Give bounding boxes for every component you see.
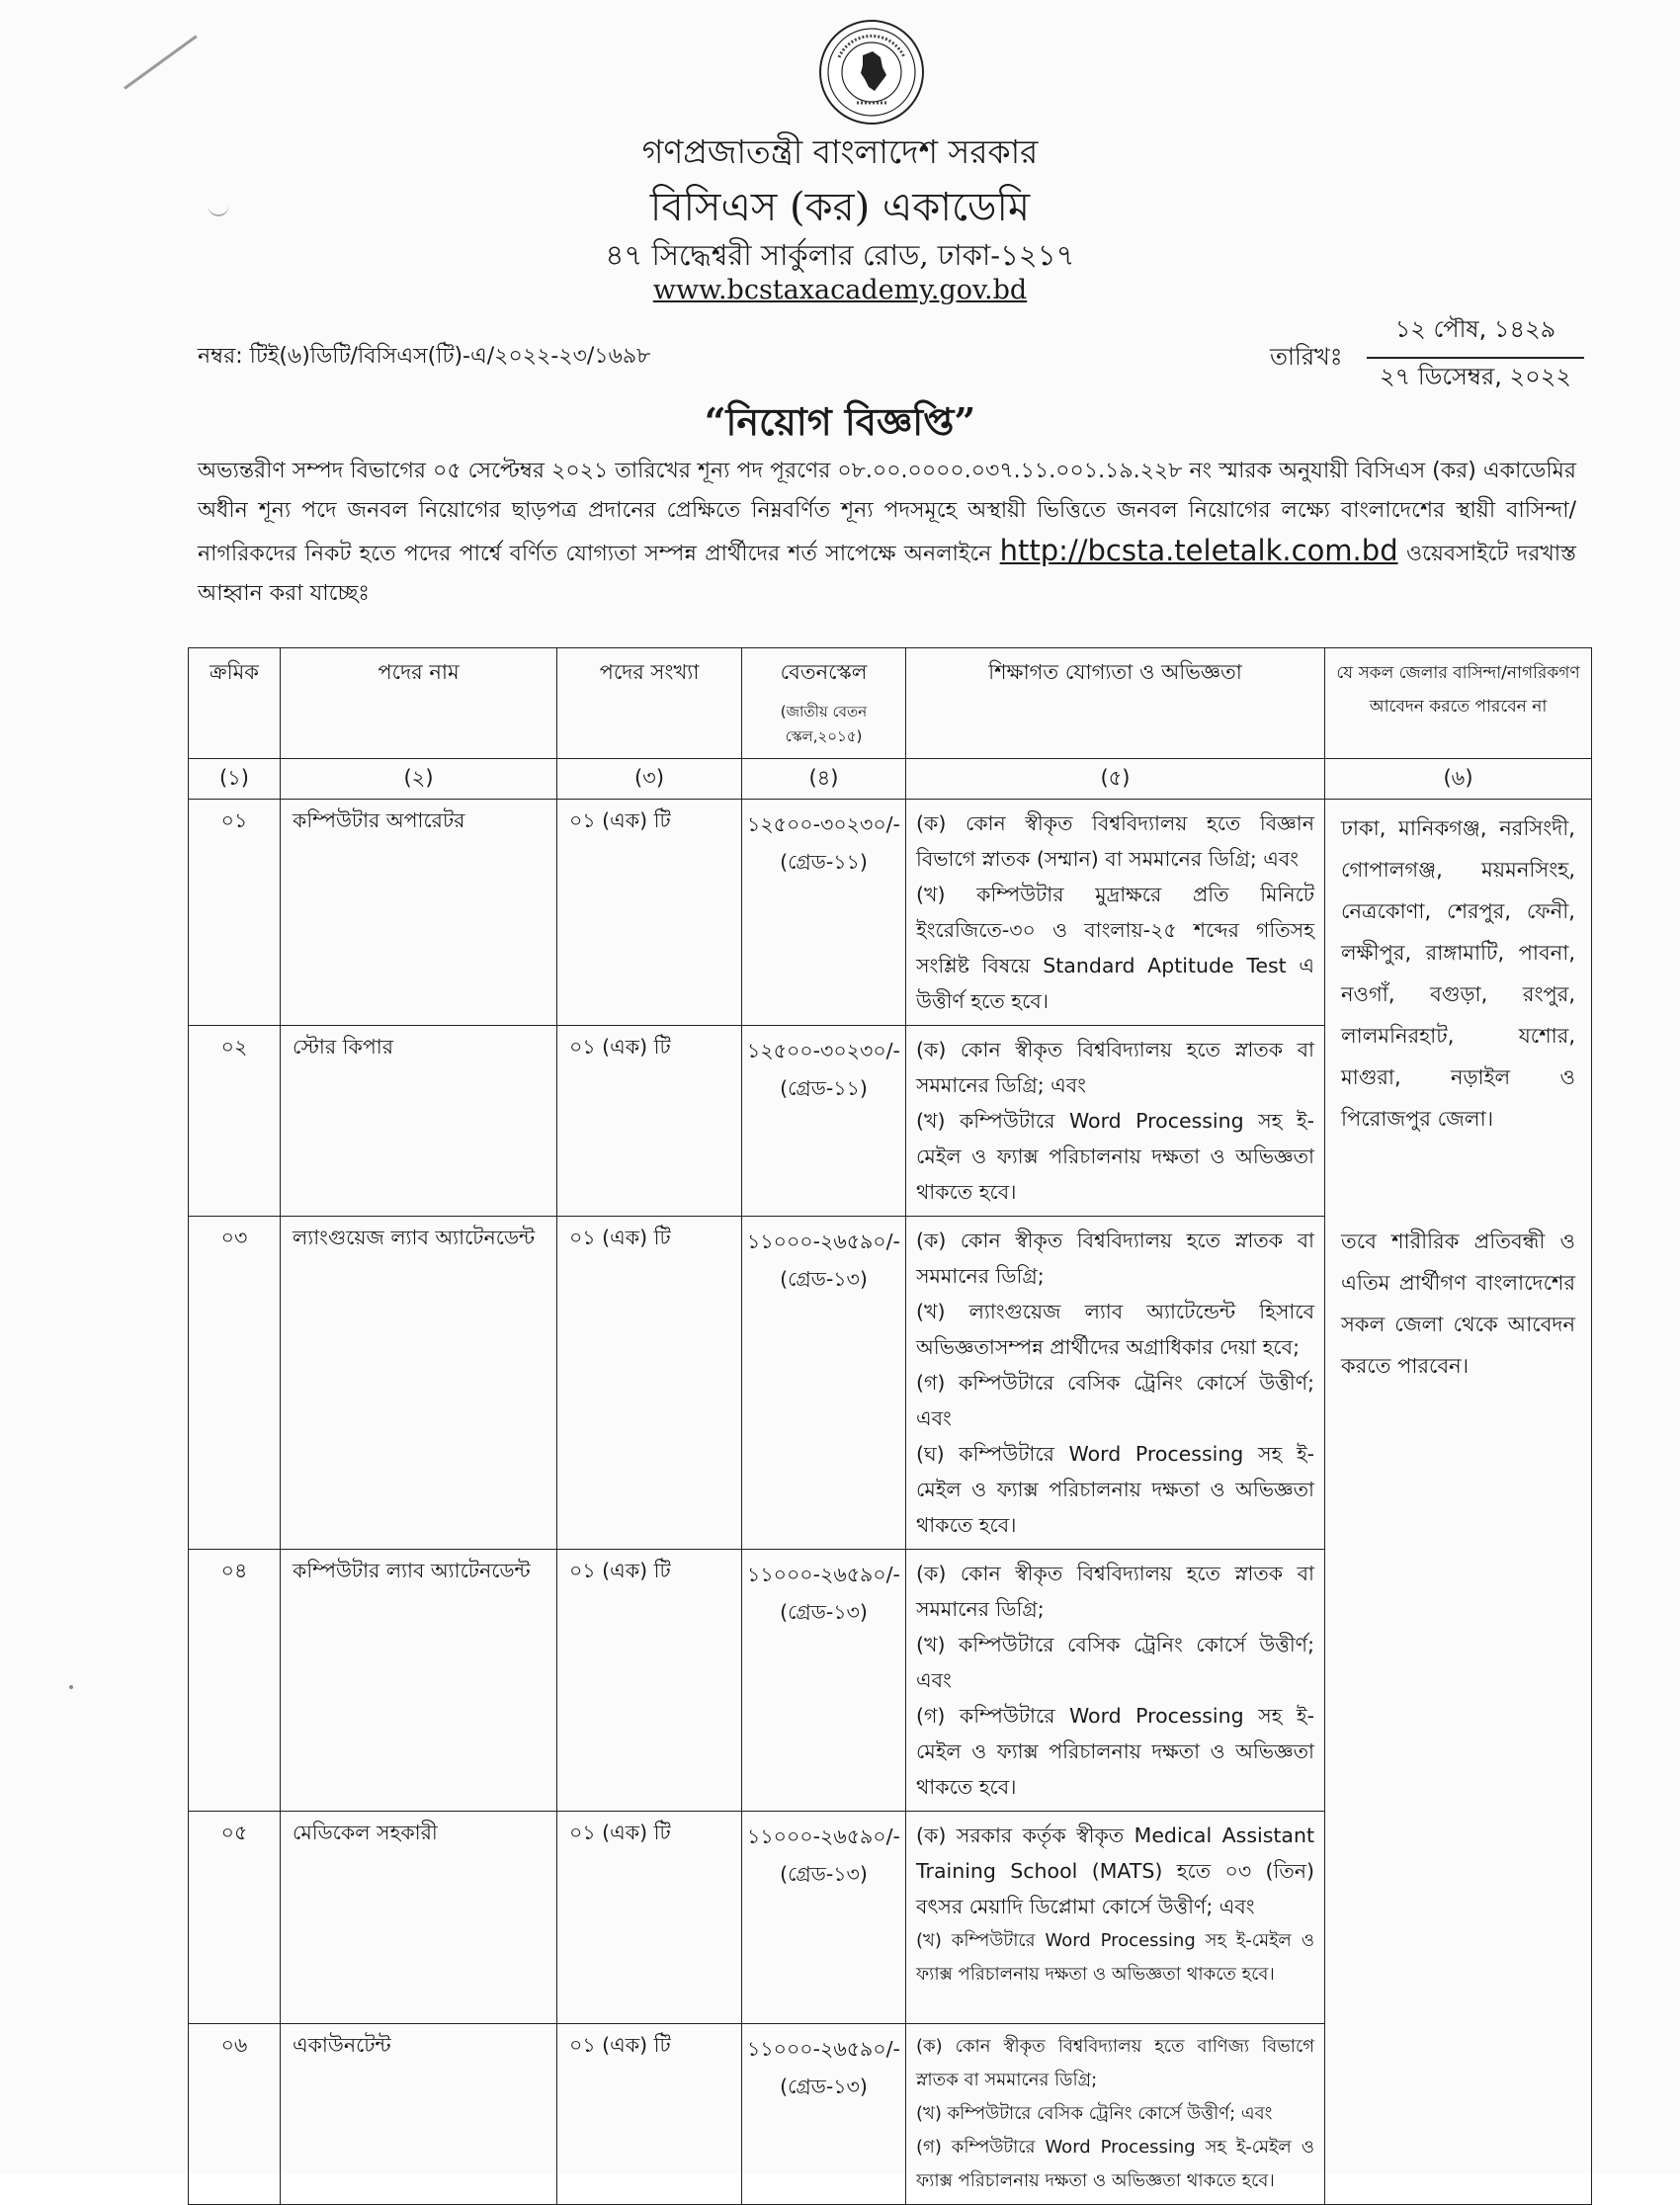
- qualification-item: (খ) কম্পিউটারে বেসিক ট্রেনিং কোর্সে উত্তীর্ণ; এবং: [916, 1633, 1314, 1692]
- post-serial: ০১: [189, 800, 281, 1026]
- qualification-item: (খ) কম্পিউটারে বেসিক ট্রেনিং কোর্সে উত্তীর্ণ; এবং: [916, 2103, 1273, 2124]
- header-pay-scale: [742, 648, 906, 759]
- post-pay-scale: [742, 800, 906, 1026]
- academy-website-link[interactable]: www.bcstaxacademy.gov.bd: [652, 275, 1028, 305]
- scan-mark: [124, 35, 198, 89]
- table-row: [189, 800, 1592, 1026]
- post-qualification: [906, 1217, 1325, 1550]
- notice-title: “নিয়োগ বিজ্ঞপ্তি”: [704, 399, 976, 444]
- post-name: মেডিকেল সহকারী: [281, 1812, 557, 2024]
- column-number: (২): [281, 759, 557, 800]
- academy-address: ৪৭ সিদ্ধেশ্বরী সার্কুলার রোড, ঢাকা-১২১৭: [605, 238, 1075, 272]
- vacancy-table: [188, 647, 1592, 2205]
- qualification-item: (ক) কোন স্বীকৃত বিশ্ববিদ্যালয় হতে স্নাতক বা সমমানের ডিগ্রি;: [916, 1229, 1314, 1288]
- qualification-item: (খ) কম্পিউটারে Word Processing সহ ই-মেইল ও ফ্যাক্স পরিচালনায় দক্ষতা ও অভিজ্ঞতা থাকতে হবে।: [916, 1109, 1314, 1204]
- column-number: (১): [189, 759, 281, 800]
- post-serial: ০৫: [189, 1812, 281, 2024]
- qualification-item: (ঘ) কম্পিউটারে Word Processing সহ ই-মেইল ও ফ্যাক্স পরিচালনায় দক্ষতা ও অভিজ্ঞতা থাকতে হবে।: [916, 1442, 1314, 1537]
- pay-scale-range: ১২৫০০-৩০২৩০/-: [747, 812, 900, 836]
- memo-number: নম্বর: টিই(৬)ডিটি/বিসিএস(টি)-এ/২০২২-২৩/১৬৯৮: [198, 344, 651, 369]
- qualification-item: (খ) ল্যাংগুয়েজ ল্যাব অ্যাটেন্ডেন্ট হিসাবে অভিজ্ঞতাসম্পন্ন প্রার্থীদের অগ্রাধিকার দেয়া হবে;: [916, 1300, 1314, 1359]
- government-name: গণপ্রজাতন্ত্রী বাংলাদেশ সরকার: [641, 132, 1039, 171]
- post-serial: ০২: [189, 1026, 281, 1217]
- pay-scale-range: ১১০০০-২৬৫৯০/-: [747, 2037, 900, 2061]
- post-count: ০১ (এক) টি: [557, 1217, 742, 1550]
- header-serial: ক্রমিক: [189, 648, 281, 759]
- qualification-item: (ক) কোন স্বীকৃত বিশ্ববিদ্যালয় হতে স্নাতক বা সমমানের ডিগ্রি; এবং: [916, 1038, 1314, 1097]
- post-count: ০১ (এক) টি: [557, 1812, 742, 2024]
- date-label: তারিখঃ: [1270, 343, 1343, 371]
- intro-end-text: ওয়েবসাইটে দরখাস্ত আহ্বান করা যাচ্ছেঃ: [198, 542, 1576, 606]
- application-link[interactable]: http://bcsta.teletalk.com.bd: [999, 534, 1398, 567]
- government-seal-logo: [817, 18, 926, 127]
- post-qualification: [906, 2024, 1325, 2205]
- qualification-item: (খ) কম্পিউটারে Word Processing সহ ই-মেইল ও ফ্যাক্স পরিচালনায় দক্ষতা ও অভিজ্ঞতা থাকতে হবে।: [916, 1930, 1314, 1985]
- post-qualification: [906, 1812, 1325, 2024]
- qualification-item: (ক) কোন স্বীকৃত বিশ্ববিদ্যালয় হতে স্নাতক বা সমমানের ডিগ্রি;: [916, 1562, 1314, 1621]
- post-serial: ০৬: [189, 2024, 281, 2205]
- header-post-name: পদের নাম: [281, 648, 557, 759]
- pay-scale-range: ১১০০০-২৬৫৯০/-: [747, 1230, 900, 1253]
- qualification-item: (ক) সরকার কর্তৃক স্বীকৃত Medical Assistant Training School (MATS) হতে ০৩ (তিন) বৎসর মেয়াদি ডিপ্লোমা কোর্সে উত্তীর্ণ; এবং: [916, 1823, 1314, 1918]
- post-pay-scale: [742, 1550, 906, 1812]
- post-pay-scale: [742, 1026, 906, 1217]
- header-pay-scale-label: বেতনস্কেল: [780, 660, 868, 684]
- date-gregorian: ২৭ ডিসেম্বর, ২০২২: [1380, 363, 1571, 390]
- qualification-item: (খ) কম্পিউটার মুদ্রাক্ষরে প্রতি মিনিটে ইংরেজিতে-৩০ ও বাংলায়-২৫ শব্দের গতিসহ সংশ্লিষ্ট বিষয়ে Standard Aptitude Test এ উত্তীর্ণ হতে হবে।: [916, 883, 1314, 1013]
- post-qualification: [906, 800, 1325, 1026]
- excluded-districts-note: তবে শারীরিক প্রতিবন্ধী ও এতিম প্রার্থীগণ বাংলাদেশের সকল জেলা থেকে আবেদন করতে পারবেন।: [1341, 1230, 1575, 1378]
- intro-text: অভ্যন্তরীণ সম্পদ বিভাগের ০৫ সেপ্টেম্বর ২০২১ তারিখের শূন্য পদ পূরণের ০৮.০০.০০০০.০৩৭.১১.০০১.১৯.২২৮ নং স্মারক অনুযায়ী বিসিএস (কর) একাডেমির অধীন শূন্য পদে জনবল নিয়োগের ছাড়পত্র প্রদানের প্রেক্ষিতে নিম্নবর্ণিত শূন্য পদসমূহে অস্থায়ী ভিত্তিতে জনবল নিয়োগের লক্ষ্যে বাংলাদেশের স্থায়ী বাসিন্দা/নাগরিকদের নিকট হতে পদের পার্শ্বে বর্ণিত যোগ্যতা সম্পন্ন প্রার্থীদের শর্ত সাপেক্ষে অনলাইনে: [198, 459, 1576, 566]
- post-count: ০১ (এক) টি: [557, 1550, 742, 1812]
- qualification-item: (গ) কম্পিউটারে Word Processing সহ ই-মেইল ও ফ্যাক্স পরিচালনায় দক্ষতা ও অভিজ্ঞতা থাকতে হবে।: [916, 2137, 1314, 2191]
- column-number: (৪): [742, 759, 906, 800]
- pay-grade: (গ্রেড-১১): [780, 1076, 868, 1100]
- pay-grade: (গ্রেড-১৩): [780, 2075, 868, 2098]
- academy-name: বিসিএস (কর) একাডেমি: [649, 185, 1031, 230]
- post-pay-scale: [742, 1812, 906, 2024]
- header-excluded-districts: যে সকল জেলার বাসিন্দা/নাগরিকগণ আবেদন করতে পারবেন না: [1325, 648, 1592, 759]
- post-serial: ০৩: [189, 1217, 281, 1550]
- post-name: কম্পিউটার ল্যাব অ্যাটেনডেন্ট: [281, 1550, 557, 1812]
- excluded-districts-cell: [1325, 800, 1592, 2205]
- post-qualification: [906, 1550, 1325, 1812]
- scan-mark: [69, 1685, 73, 1689]
- post-name: ল্যাংগুয়েজ ল্যাব অ্যাটেনডেন্ট: [281, 1217, 557, 1550]
- excluded-districts-list: ঢাকা, মানিকগঞ্জ, নরসিংদী, গোপালগঞ্জ, ময়মনসিংহ, নেত্রকোণা, শেরপুর, ফেনী, লক্ষীপুর, রাঙ্গামাটি, পাবনা, নওগাঁ, বগুড়া, রংপুর, লালমনিরহাট, যশোর, মাগুরা, নড়াইল ও পিরোজপুর জেলা।: [1341, 816, 1575, 1131]
- pay-grade: (গ্রেড-১৩): [780, 1600, 868, 1624]
- post-count: ০১ (এক) টি: [557, 2024, 742, 2205]
- post-pay-scale: [742, 2024, 906, 2205]
- pay-grade: (গ্রেড-১৩): [780, 1862, 868, 1886]
- notice-intro: [198, 452, 1576, 614]
- header-qualification: শিক্ষাগত যোগ্যতা ও অভিজ্ঞতা: [906, 648, 1325, 759]
- pay-grade: (গ্রেড-১৩): [780, 1267, 868, 1291]
- header-pay-scale-sub: (জাতীয় বেতন স্কেল,২০১৫): [780, 703, 868, 745]
- pay-grade: (গ্রেড-১১): [780, 850, 868, 874]
- post-serial: ০৪: [189, 1550, 281, 1812]
- post-count: ০১ (এক) টি: [557, 800, 742, 1026]
- pay-scale-range: ১১০০০-২৬৫৯০/-: [747, 1563, 900, 1586]
- date-bangla: ১২ পৌষ, ১৪২৯: [1367, 311, 1584, 359]
- pay-scale-range: ১১০০০-২৬৫৯০/-: [747, 1824, 900, 1848]
- pay-scale-range: ১২৫০০-৩০২৩০/-: [747, 1039, 900, 1062]
- qualification-item: (ক) কোন স্বীকৃত বিশ্ববিদ্যালয় হতে বিজ্ঞান বিভাগে স্নাতক (সম্মান) বা সমমানের ডিগ্রি; এবং: [916, 811, 1314, 871]
- qualification-item: (গ) কম্পিউটারে Word Processing সহ ই-মেইল ও ফ্যাক্স পরিচালনায় দক্ষতা ও অভিজ্ঞতা থাকতে হবে।: [916, 1704, 1314, 1799]
- post-count: ০১ (এক) টি: [557, 1026, 742, 1217]
- column-number: (৬): [1325, 759, 1592, 800]
- column-number-row: [189, 759, 1592, 800]
- qualification-item: (গ) কম্পিউটারে বেসিক ট্রেনিং কোর্সে উত্তীর্ণ; এবং: [916, 1371, 1314, 1430]
- column-number: (৩): [557, 759, 742, 800]
- qualification-item: (ক) কোন স্বীকৃত বিশ্ববিদ্যালয় হতে বাণিজ্য বিভাগে স্নাতক বা সমমানের ডিগ্রি;: [916, 2036, 1314, 2090]
- header-post-count: পদের সংখ্যা: [557, 648, 742, 759]
- post-name: স্টোর কিপার: [281, 1026, 557, 1217]
- post-pay-scale: [742, 1217, 906, 1550]
- column-number: (৫): [906, 759, 1325, 800]
- post-name: একাউনটেন্ট: [281, 2024, 557, 2205]
- post-name: কম্পিউটার অপারেটর: [281, 800, 557, 1026]
- post-qualification: [906, 1026, 1325, 1217]
